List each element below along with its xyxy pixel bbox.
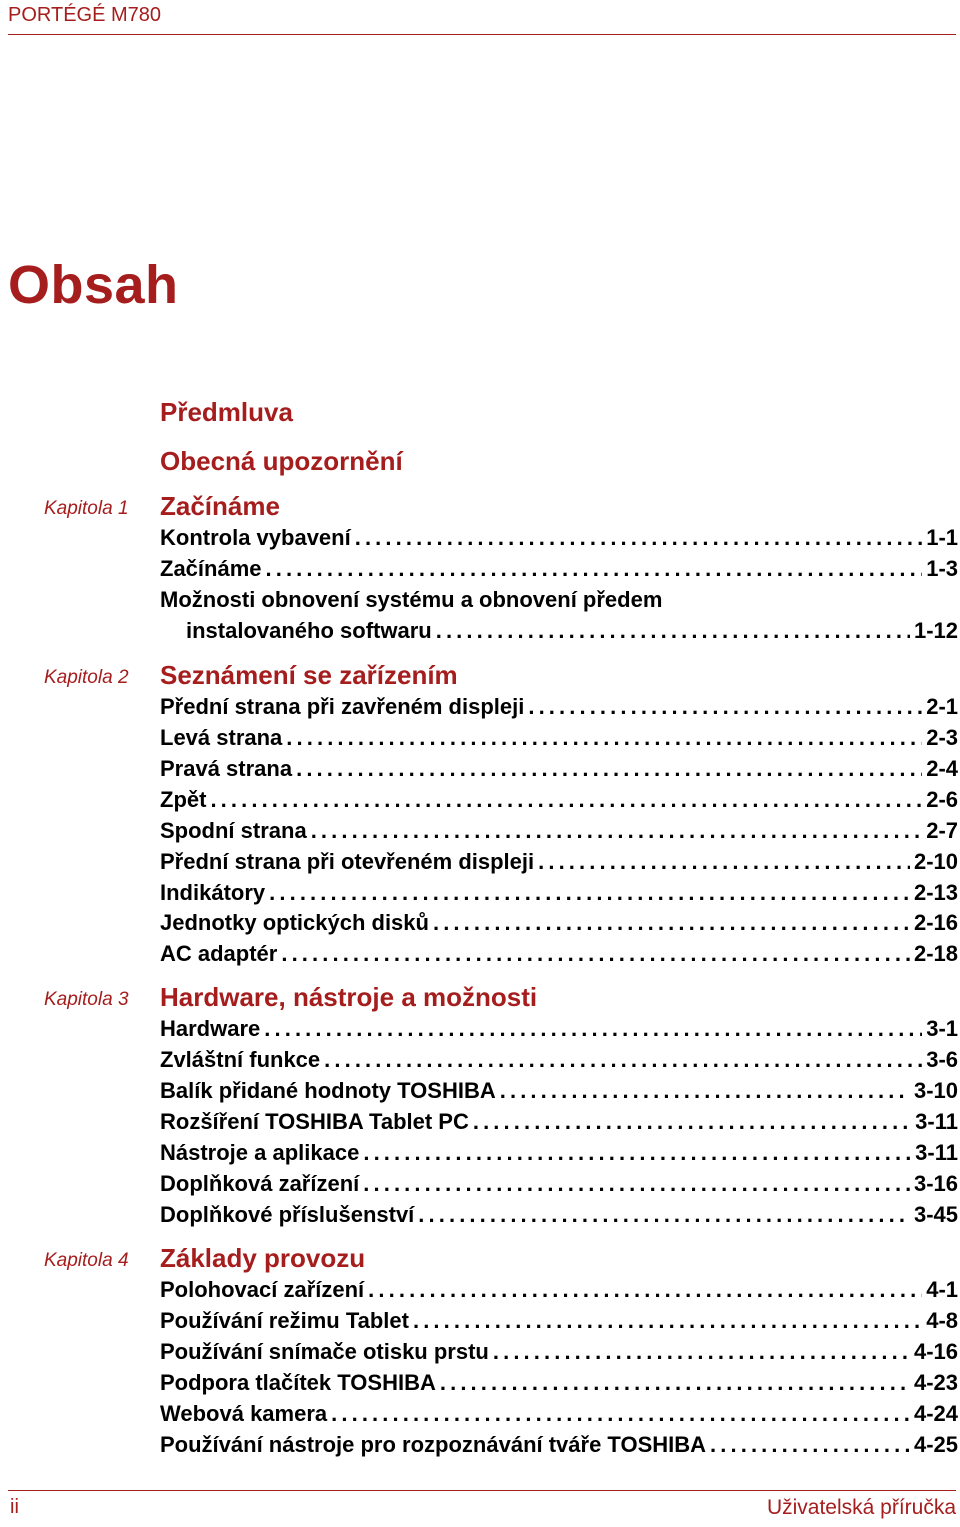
toc-entry[interactable]	[160, 1169, 958, 1199]
dot-leader	[528, 692, 922, 722]
toc-entry-text: Zpět	[160, 787, 207, 812]
toc-entry-text: Přední strana při zavřeném displeji	[160, 694, 525, 719]
dot-leader	[436, 616, 910, 646]
toc-entry-page: 4-25	[913, 1432, 958, 1457]
toc-entry-page: 2-16	[913, 910, 958, 935]
dot-leader	[355, 523, 922, 553]
toc-entry-text: Pravá strana	[160, 756, 293, 781]
toc-entry-text: Přední strana při otevřeném displeji	[160, 849, 535, 874]
toc-entry-page: 1-3	[926, 556, 958, 581]
toc-section-obecna-upozorneni[interactable]: Obecná upozornění	[160, 446, 403, 476]
dot-leader	[363, 1138, 911, 1168]
toc-entry-text: Doplňková zařízení	[160, 1171, 360, 1196]
toc-entry-page: 2-7	[926, 818, 958, 843]
toc-entry-text: Balík přidané hodnoty TOSHIBA	[160, 1078, 496, 1103]
toc-entry[interactable]	[160, 816, 958, 846]
toc-entry-page: 2-10	[913, 849, 958, 874]
toc-entry-text: Nástroje a aplikace	[160, 1140, 360, 1165]
dot-leader	[264, 1014, 922, 1044]
dot-leader	[538, 847, 910, 877]
header-divider	[8, 34, 956, 35]
toc-entry-page: 4-24	[913, 1401, 958, 1426]
toc-entry-page: 4-23	[913, 1370, 958, 1395]
toc-entry-text: instalovaného softwaru	[186, 618, 432, 643]
toc-entry-text: Polohovací zařízení	[160, 1277, 365, 1302]
toc-entry-text: Jednotky optických disků	[160, 910, 429, 935]
toc-entry-text: Používání snímače otisku prstu	[160, 1339, 489, 1364]
dot-leader	[433, 908, 910, 938]
footer-page-number: ii	[10, 1496, 19, 1518]
toc-entry-text: Používání režimu Tablet	[160, 1308, 409, 1333]
chapter-title[interactable]: Hardware, nástroje a možnosti	[160, 982, 538, 1012]
dot-leader	[413, 1306, 922, 1336]
chapter-label: Kapitola 1	[44, 498, 129, 519]
toc-entry[interactable]	[160, 1200, 958, 1230]
toc-entry[interactable]	[160, 554, 958, 584]
toc-entry[interactable]	[160, 908, 958, 938]
toc-entry-page: 2-1	[926, 694, 958, 719]
toc-entry-page: 3-10	[913, 1078, 958, 1103]
toc-entry[interactable]	[160, 1045, 958, 1075]
chapter-title[interactable]: Seznámení se zařízením	[160, 660, 458, 690]
dot-leader	[311, 816, 923, 846]
toc-entry-page: 4-1	[926, 1277, 958, 1302]
toc-entry-page: 4-8	[926, 1308, 958, 1333]
toc-entry-page: 2-6	[926, 787, 958, 812]
toc-entry[interactable]	[186, 616, 958, 646]
toc-entry[interactable]	[160, 1275, 958, 1305]
chapter-title[interactable]: Základy provozu	[160, 1243, 366, 1273]
toc-entry[interactable]	[160, 939, 958, 969]
toc-entry-text: AC adaptér	[160, 941, 278, 966]
dot-leader	[281, 939, 910, 969]
toc-entry-page: 4-16	[913, 1339, 958, 1364]
toc-entry[interactable]	[160, 1306, 958, 1336]
footer-doc-name: Uživatelská příručka	[766, 1496, 956, 1519]
dot-leader	[418, 1200, 910, 1230]
toc-entry[interactable]	[160, 754, 958, 784]
dot-leader	[210, 785, 922, 815]
header-title: PORTÉGÉ M780	[8, 4, 162, 26]
toc-entry-text-line1[interactable]: Možnosti obnovení systému a obnovení předem	[160, 587, 663, 612]
toc-entry-text: Indikátory	[160, 880, 266, 905]
dot-leader	[324, 1045, 922, 1075]
dot-leader	[493, 1337, 910, 1367]
chapter-title[interactable]: Začínáme	[160, 491, 280, 521]
toc-entry-text: Webová kamera	[160, 1401, 328, 1426]
dot-leader	[363, 1169, 910, 1199]
toc-entry[interactable]	[160, 1076, 958, 1106]
toc-entry[interactable]	[160, 1399, 958, 1429]
toc-entry-text: Levá strana	[160, 725, 283, 750]
toc-entry-text: Kontrola vybavení	[160, 525, 351, 550]
dot-leader	[331, 1399, 910, 1429]
toc-entry-page: 3-11	[915, 1140, 958, 1165]
toc-entry[interactable]	[160, 785, 958, 815]
toc-entry[interactable]	[160, 1337, 958, 1367]
dot-leader	[269, 878, 910, 908]
toc-entry-text: Podpora tlačítek TOSHIBA	[160, 1370, 436, 1395]
dot-leader	[500, 1076, 910, 1106]
chapter-label: Kapitola 3	[44, 989, 129, 1010]
toc-entry-page: 2-13	[913, 880, 958, 905]
toc-entry-page: 3-45	[913, 1202, 958, 1227]
dot-leader	[296, 754, 922, 784]
toc-entry[interactable]	[160, 1368, 958, 1398]
toc-entry-text: Zvláštní funkce	[160, 1047, 321, 1072]
toc-entry[interactable]	[160, 1430, 958, 1460]
page-title: Obsah	[8, 255, 179, 315]
toc-entry[interactable]	[160, 1138, 958, 1168]
toc-entry[interactable]	[160, 1014, 958, 1044]
toc-entry-page: 2-3	[926, 725, 958, 750]
chapter-label: Kapitola 2	[44, 667, 129, 688]
dot-leader	[286, 723, 922, 753]
dot-leader	[440, 1368, 910, 1398]
toc-entry-page: 3-11	[915, 1109, 958, 1134]
toc-entry[interactable]	[160, 847, 958, 877]
toc-entry-page: 3-6	[926, 1047, 958, 1072]
dot-leader	[266, 554, 923, 584]
toc-entry[interactable]	[160, 523, 958, 553]
footer-divider	[8, 1490, 956, 1491]
toc-entry-text: Rozšíření TOSHIBA Tablet PC	[160, 1109, 469, 1134]
toc-entry-text: Spodní strana	[160, 818, 307, 843]
toc-entry-page: 2-4	[926, 756, 958, 781]
toc-entry-page: 1-12	[913, 618, 958, 643]
toc-entry[interactable]	[160, 878, 958, 908]
toc-entry-page: 1-1	[926, 525, 958, 550]
toc-entry[interactable]	[160, 692, 958, 722]
dot-leader	[368, 1275, 922, 1305]
toc-entry[interactable]	[160, 723, 958, 753]
toc-entry-text: Hardware	[160, 1016, 261, 1041]
toc-entry-page: 2-18	[913, 941, 958, 966]
toc-entry-page: 3-1	[926, 1016, 958, 1041]
dot-leader	[473, 1107, 911, 1137]
chapter-label: Kapitola 4	[44, 1250, 129, 1271]
dot-leader	[710, 1430, 910, 1460]
toc-entry-text: Doplňkové příslušenství	[160, 1202, 415, 1227]
toc-entry[interactable]	[160, 1107, 958, 1137]
toc-entry-text: Začínáme	[160, 556, 262, 581]
toc-section-predmluva[interactable]: Předmluva	[160, 397, 293, 427]
toc-entry-text: Používání nástroje pro rozpoznávání tváře TOSHIBA	[160, 1432, 707, 1457]
toc-entry-page: 3-16	[913, 1171, 958, 1196]
